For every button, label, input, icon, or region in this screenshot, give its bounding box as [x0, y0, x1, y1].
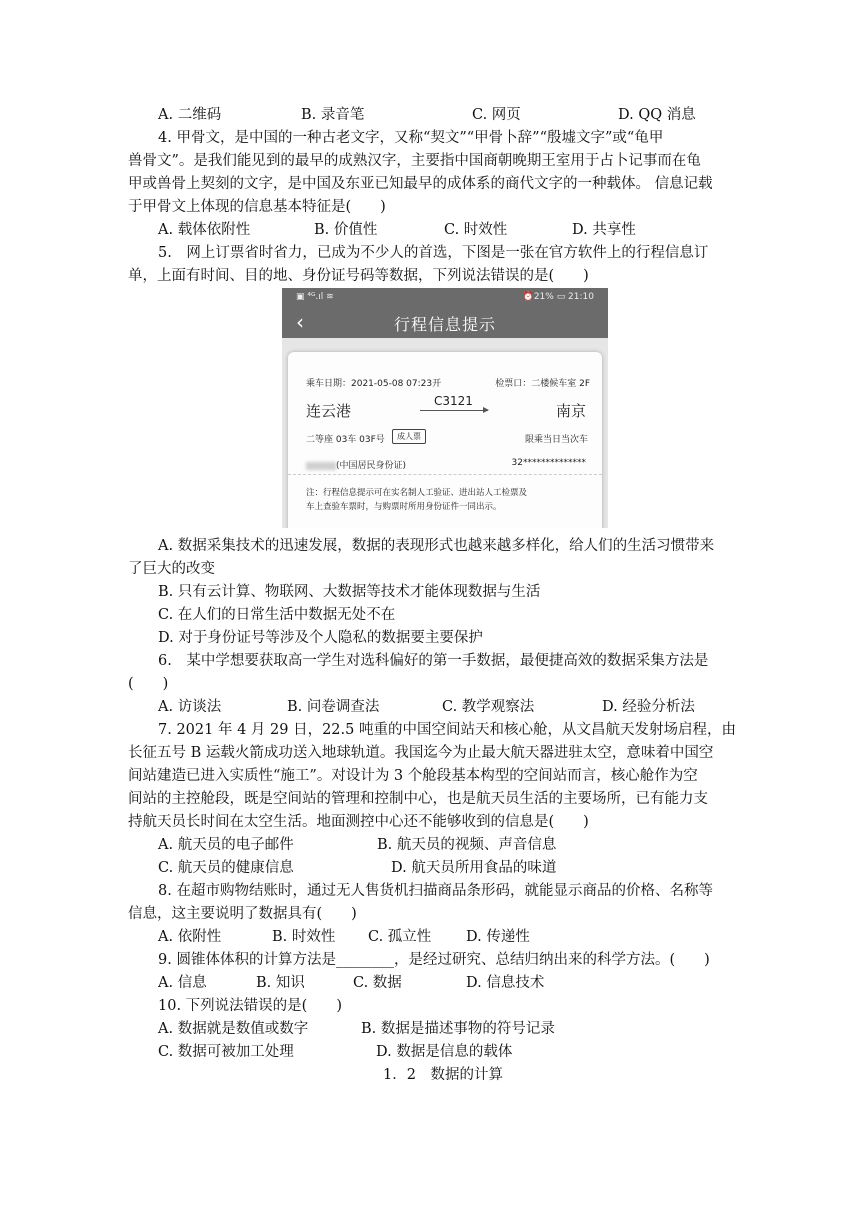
q8-option-a: A. 依附性: [158, 929, 222, 945]
q7-option-b: B. 航天员的视频、声音信息: [377, 837, 557, 853]
q6-option-c: C. 教学观察法: [442, 699, 535, 715]
passenger-name: [306, 458, 406, 471]
q3-option-a: A. 二维码: [158, 107, 222, 123]
q7-line-5: 持航天员长时间在太空生活。地面测控中心还不能够收到的信息是( ): [128, 814, 589, 830]
app-title: 行程信息提示: [393, 315, 496, 334]
q7-option-d: D. 航天员所用食品的味道: [391, 860, 557, 876]
q6-line-1: 6. 某中学想要获取高一学生对选科偏好的第一手数据，最便捷高效的数据采集方法是: [158, 653, 709, 669]
travel-date: 乘车日期：2021-05-08 07:23开: [306, 379, 442, 389]
q6-option-b: B. 问卷调查法: [287, 699, 380, 715]
ride-limit: 限乘当日当次车: [524, 435, 588, 445]
q4-line-1: 4. 甲骨文，是中国的一种古老文字，又称“契文”“甲骨卜辞”“殷墟文字”或“龟甲: [158, 130, 664, 146]
id-type: (中国居民身份证): [336, 461, 407, 471]
blurred-name: [306, 462, 336, 470]
ticket-note-2: 车上查验车票时，与购票时所用身份证件一同出示。: [306, 502, 502, 512]
q4-option-d: D. 共享性: [572, 222, 636, 238]
q10-option-d: D. 数据是信息的载体: [376, 1044, 513, 1060]
q6-option-d: D. 经验分析法: [602, 699, 695, 715]
q5-line-1: 5. 网上订票省时省力，已成为不少人的首选，下图是一张在官方软件上的行程信息订: [158, 245, 709, 261]
q8-option-d: D. 传递性: [466, 929, 530, 945]
q7-option-a: A. 航天员的电子邮件: [158, 837, 294, 853]
q3-option-c: C. 网页: [472, 107, 521, 123]
q10-option-c: C. 数据可被加工处理: [158, 1044, 294, 1060]
q7-line-4: 间站的主控舱段，既是空间站的管理和控制中心，也是航天员生活的主要场所，已有能力支: [128, 791, 708, 807]
q9-option-d: D. 信息技术: [466, 975, 545, 991]
check-gate: 检票口：二楼候车室 2F: [495, 379, 590, 389]
q4-line-4: 于甲骨文上体现的信息基本特征是( ): [128, 199, 386, 215]
q5-option-c: C. 在人们的日常生活中数据无处不在: [158, 607, 396, 623]
back-arrow-icon[interactable]: ‹: [296, 310, 304, 334]
q7-line-1: 7. 2021 年 4 月 29 日，22.5 吨重的中国空间站天和核心舱，从文昌航天发射场启程，由: [158, 722, 736, 738]
q9-option-c: C. 数据: [353, 975, 402, 991]
q6-option-a: A. 访谈法: [158, 699, 222, 715]
q4-line-3: 甲或兽骨上契刻的文字，是中国及东亚已知最早的成体系的商代文字的一种载体。 信息记载: [128, 176, 713, 192]
q8-option-b: B. 时效性: [272, 929, 336, 945]
route-arrow-icon: [420, 410, 488, 411]
q5-option-b: B. 只有云计算、物联网、大数据等技术才能体现数据与生活: [158, 584, 541, 600]
q9-option-b: B. 知识: [256, 975, 305, 991]
q7-line-2: 长征五号 B 运载火箭成功送入地球轨道。我国迄今为止最大航天器进驻太空，意味着中国空: [128, 745, 714, 761]
q9-line-1: 9. 圆锥体体积的计算方法是________，是经过研究、总结归纳出来的科学方法。( ): [158, 952, 710, 968]
q10-line-1: 10. 下列说法错误的是( ): [158, 998, 342, 1014]
ticket-note-1: 注：行程信息提示可在实名制人工验证、进出站人工检票及: [306, 488, 528, 498]
q9-option-a: A. 信息: [158, 975, 207, 991]
q3-option-d: D. QQ 消息: [618, 107, 696, 123]
signal-icon: ▣ ⁴ᴳ.ıl ≋: [296, 292, 334, 302]
origin-station: 连云港: [306, 402, 352, 420]
status-bar: [282, 288, 608, 308]
q8-option-c: C. 孤立性: [368, 929, 432, 945]
destination-station: 南京: [555, 402, 586, 420]
section-title: 1．2 数据的计算: [383, 1067, 503, 1083]
q5-line-2: 单，上面有时间、目的地、身份证号码等数据，下列说法错误的是( ): [128, 268, 589, 284]
q5-option-d: D. 对于身份证号等涉及个人隐私的数据要主要保护: [158, 630, 483, 646]
q3-option-b: B. 录音笔: [301, 107, 365, 123]
q5-option-a: A. 数据采集技术的迅速发展，数据的表现形式也越来越多样化，给人们的生活习惯带来: [158, 538, 715, 554]
train-number: C3121: [434, 394, 473, 408]
q8-line-1: 8. 在超市购物结账时，通过无人售货机扫描商品条形码，就能显示商品的价格、名称等: [158, 883, 713, 899]
q10-option-b: B. 数据是描述事物的符号记录: [361, 1021, 555, 1037]
q4-option-a: A. 载体依附性: [158, 222, 251, 238]
q8-line-2: 信息，这主要说明了数据具有( ): [128, 906, 357, 922]
ticket-card: [288, 352, 602, 528]
q4-option-c: C. 时效性: [444, 222, 508, 238]
q7-line-3: 间站建造已进入实质性“施工”。对设计为 3 个舱段基本构型的空间站而言，核心舱作为空: [128, 768, 698, 784]
seat-info: 二等座 03车 03F号: [306, 435, 385, 445]
q6-line-2: ( ): [128, 676, 169, 692]
q4-line-2: 兽骨文”。是我们能见到的最早的成熟汉字，主要指中国商朝晚期王室用于占卜记事而在龟: [128, 153, 701, 169]
card-divider: [288, 474, 602, 475]
ticket-screenshot: [282, 288, 608, 528]
q7-option-c: C. 航天员的健康信息: [158, 860, 294, 876]
battery-clock: ⏰21% ▭ 21:10: [522, 292, 594, 302]
id-number: 32**************: [511, 458, 586, 468]
q4-option-b: B. 价值性: [314, 222, 378, 238]
app-header: [282, 308, 608, 338]
q5-option-a-cont: 了巨大的改变: [128, 561, 215, 577]
ticket-type-badge: 成人票: [392, 429, 426, 444]
q10-option-a: A. 数据就是数值或数字: [158, 1021, 309, 1037]
